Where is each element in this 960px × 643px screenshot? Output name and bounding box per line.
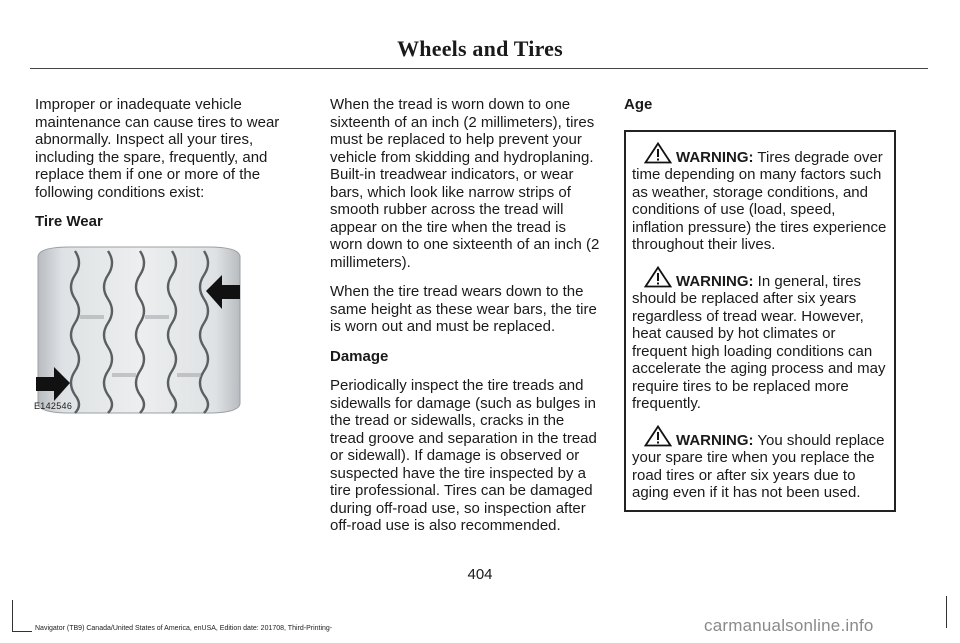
tire-wear-heading: Tire Wear: [35, 213, 103, 230]
watermark: carmanualsonline.info: [704, 616, 874, 635]
tire-tread-graphic: [30, 243, 248, 418]
age-heading: Age: [624, 96, 653, 113]
header-divider: [30, 68, 928, 69]
damage-heading: Damage: [330, 347, 389, 365]
intro-paragraph: Improper or inadequate vehicle maintenance can cause tires to wear abnormally. Inspect all your tires, including the spare, frequently, and replace them if one or more of the following conditions exist:: [35, 96, 280, 201]
warning-text: You should replace your spare tire when you replace the road tires or after six years due to aging even if it has not been used.: [632, 431, 885, 501]
warning-box: [624, 130, 896, 512]
warning-triangle-icon: [644, 142, 672, 164]
warning-triangle-icon: [644, 266, 672, 288]
figure-id: E142546: [34, 401, 73, 411]
warning-3: [632, 425, 888, 502]
warning-label: WARNING:: [676, 431, 754, 449]
footer-edition-text: Navigator (TB9) Canada/United States of America, enUSA, Edition date: 201708, Third-Printing-: [35, 625, 333, 632]
wear-bar-paragraph: When the tire tread wears down to the same height as these wear bars, the tire is worn out and must be replaced.: [330, 283, 597, 335]
damage-paragraph: Periodically inspect the tire treads and sidewalls for damage (such as bulges in the tread or sidewalls, cracks in the tread groove and separation in the tread or sidewall). If damage is observed or suspected have the tire inspected by a tire professional. Tires can be damaged during off-road use, so inspection after off-road use is also recommended.: [330, 377, 597, 534]
column-3: [624, 96, 894, 512]
warning-2: [632, 266, 888, 413]
tread-paragraph: When the tread is worn down to one sixteenth of an inch (2 millimeters), tires must be replaced to help prevent your vehicle from skidding and hydroplaning. Built-in treadwear indicators, or wear bars, which look like narrow strips of smooth rubber across the tread will appear on the tire when the tread is worn down to one sixteenth of an inch (2 millimeters).: [330, 96, 600, 271]
warning-1: [632, 142, 888, 254]
page-title: Wheels and Tires: [397, 36, 563, 61]
warning-text: In general, tires should be replaced after six years regardless of tread wear. However, heat caused by hot climates or frequent high loading conditions can accelerate the aging process and may require tires to be replaced more frequently.: [632, 272, 886, 412]
page-number: 404: [467, 566, 493, 583]
crop-mark: [946, 596, 947, 628]
crop-mark: [12, 600, 13, 632]
column-1: [35, 96, 293, 418]
warning-label: WARNING:: [676, 148, 754, 166]
tire-wear-illustration: [30, 243, 248, 418]
warning-triangle-icon: [644, 425, 672, 447]
warning-text: Tires degrade over time depending on many factors such as weather, storage conditions, and conditions of use (load, speed, inflation pressure) the tires experience throughout their lives.: [632, 148, 887, 253]
column-2: [330, 96, 602, 547]
warning-label: WARNING:: [676, 272, 754, 290]
crop-mark: [12, 631, 32, 632]
